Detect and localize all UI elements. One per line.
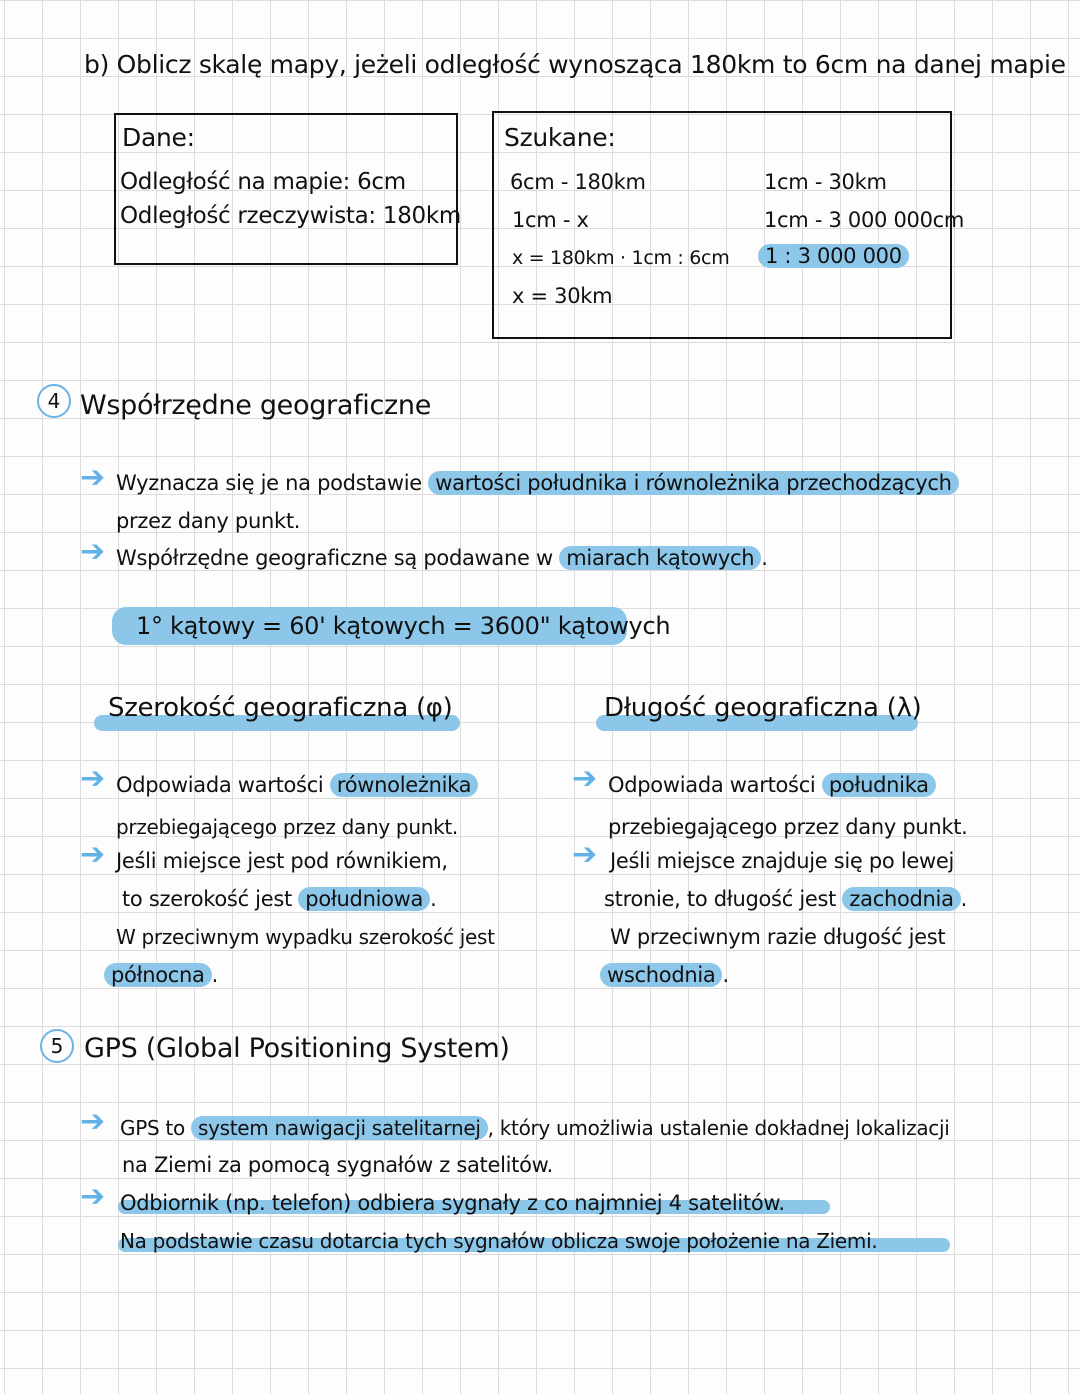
latitude-b1-text: Odpowiada wartości — [116, 773, 330, 797]
section5-bullet2: Odbiornik (np. telefon) odbiera sygnały z co najmniej 4 satelitów. — [120, 1191, 785, 1215]
arrow-icon: ➔ — [80, 761, 106, 796]
gps-b1-text: GPS to — [120, 1116, 191, 1140]
sought-line: x = 30km — [512, 284, 613, 308]
arrow-icon: ➔ — [80, 534, 106, 569]
sought-line: 1cm - 30km — [764, 170, 887, 194]
longitude-b1-highlight: południka — [822, 773, 936, 797]
section5-line: Na podstawie czasu dotarcia tych sygnałów oblicza swoje położenie na Ziemi. — [120, 1229, 878, 1253]
arrow-icon: ➔ — [80, 1104, 106, 1139]
latitude-line: przebiegającego przez dany punkt. — [116, 815, 458, 839]
gps-b1-highlight: system nawigacji satelitarnej — [191, 1116, 488, 1140]
arrow-icon: ➔ — [572, 837, 598, 872]
longitude-b2-end2: . — [722, 963, 729, 987]
arrow-icon: ➔ — [80, 837, 106, 872]
sought-line: 1cm - 3 000 000cm — [764, 208, 965, 232]
scale-result-highlight: 1 : 3 000 000 — [758, 244, 909, 268]
longitude-title: Długość geograficzna (λ) — [604, 693, 922, 723]
latitude-b2-end: . — [430, 887, 437, 911]
scale-result — [758, 241, 909, 271]
longitude-b1-text: Odpowiada wartości — [608, 773, 822, 797]
latitude-title: Szerokość geograficzna (φ) — [108, 693, 453, 723]
longitude-line: przebiegającego przez dany punkt. — [608, 815, 968, 839]
latitude-line — [104, 960, 218, 990]
longitude-line — [604, 884, 967, 914]
sought-line: 1cm - x — [512, 208, 589, 232]
section4-bullet1-cont: przez dany punkt. — [116, 509, 301, 533]
arrow-icon: ➔ — [80, 460, 106, 495]
formula-text: 1° kątowy = 60' kątowych = 3600" kątowych — [136, 612, 671, 640]
section-number-4: 4 — [37, 384, 71, 418]
sought-line: x = 180km · 1cm : 6cm — [512, 247, 730, 269]
section-number-5: 5 — [40, 1029, 74, 1063]
latitude-line — [122, 884, 437, 914]
latitude-b2-highlight: południowa — [298, 887, 430, 911]
sought-box — [492, 111, 965, 339]
task-b-prompt: b) Oblicz skalę mapy, jeżeli odległość wynosząca 180km to 6cm na danej mapie — [84, 50, 1066, 79]
section4-bullet2 — [116, 543, 768, 573]
given-map-distance: Odległość na mapie: 6cm — [120, 169, 406, 195]
longitude-b2-highlight: zachodnia — [842, 887, 960, 911]
bullet2-end: . — [761, 546, 768, 570]
bullet1-text: Wyznacza się je na podstawie — [116, 471, 429, 495]
sought-line: 6cm - 180km — [510, 170, 646, 194]
sought-title: Szukane: — [504, 123, 616, 152]
section5-title: GPS (Global Positioning System) — [84, 1033, 510, 1064]
gps-b1-rest: , który umożliwia ustalenie dokładnej lokalizacji — [487, 1116, 950, 1140]
latitude-line: Jeśli miejsce jest pod równikiem, — [116, 849, 448, 873]
longitude-b2-highlight2: wschodnia — [600, 963, 722, 987]
latitude-b1-highlight: równoleżnika — [330, 773, 478, 797]
latitude-b2-end2: . — [211, 963, 219, 987]
latitude-b2-text: to szerokość jest — [122, 887, 299, 911]
latitude-bullet1 — [116, 770, 478, 800]
section5-line: na Ziemi za pomocą sygnałów z satelitów. — [122, 1153, 553, 1177]
section4-bullet1 — [116, 468, 959, 498]
longitude-bullet1 — [608, 770, 936, 800]
given-real-distance: Odległość rzeczywista: 180km — [120, 203, 461, 229]
longitude-b2-text: stronie, to długość jest — [604, 887, 843, 911]
given-title: Dane: — [122, 123, 195, 152]
longitude-b2-end: . — [960, 887, 968, 911]
longitude-line — [600, 960, 729, 990]
arrow-icon: ➔ — [80, 1179, 106, 1214]
longitude-line: Jeśli miejsce znajduje się po lewej — [610, 849, 955, 873]
section5-bullet1 — [120, 1113, 950, 1143]
latitude-b2-highlight2: północna — [104, 963, 212, 987]
latitude-line: W przeciwnym wypadku szerokość jest — [116, 925, 495, 949]
given-data-box — [114, 113, 461, 265]
arrow-icon: ➔ — [572, 761, 598, 796]
bullet2-highlight: miarach kątowych — [559, 546, 761, 570]
longitude-line: W przeciwnym razie długość jest — [610, 925, 946, 949]
bullet1-highlight: wartości południka i równoleżnika przechodzących — [428, 471, 958, 495]
bullet2-text: Współrzędne geograficzne są podawane w — [116, 546, 560, 570]
section4-title: Współrzędne geograficzne — [80, 390, 432, 421]
